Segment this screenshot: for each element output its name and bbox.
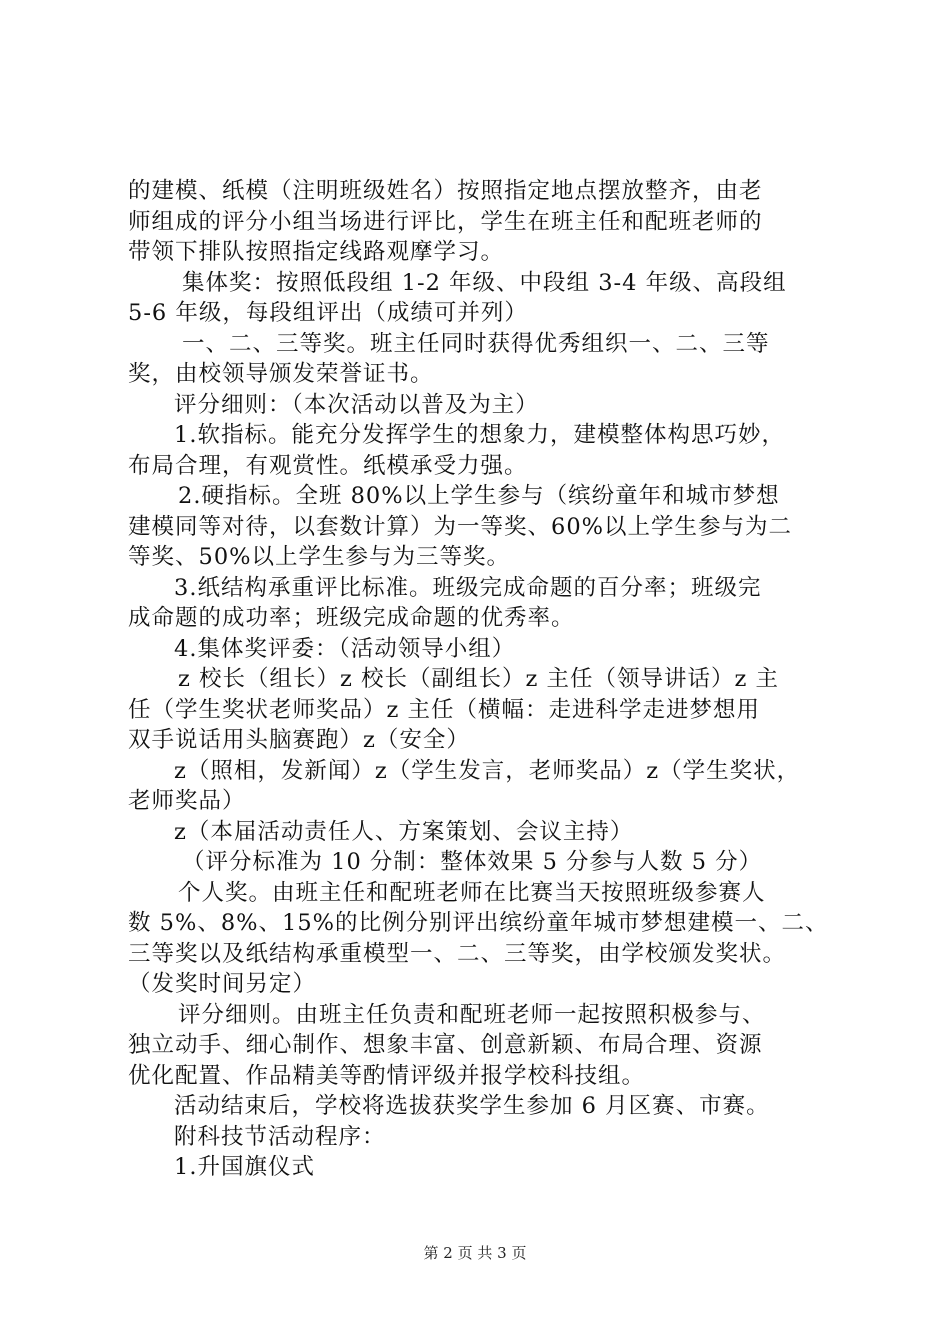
text-line: 老师奖品） — [128, 788, 246, 814]
text-line: 成命题的成功率；班级完成命题的优秀率。 — [128, 605, 575, 631]
text-line: 5-6 年级，每段组评出（成绩可并列） — [128, 300, 528, 326]
text-line: 1.升国旗仪式 — [174, 1154, 315, 1180]
text-line: 布局合理，有观赏性。纸模承受力强。 — [128, 452, 528, 479]
text-line: 个人奖。由班主任和配班老师在比赛当天按照班级参赛人 — [178, 879, 766, 906]
text-line: 的建模、纸模（注明班级姓名）按照指定地点摆放整齐，由老 — [128, 178, 763, 204]
text-line: 3.纸结构承重评比标准。班级完成命题的百分率；班级完 — [174, 574, 762, 601]
text-line: 评分细则：（本次活动以普及为主） — [174, 391, 539, 418]
text-line: 双手说话用头脑赛跑）z（安全） — [128, 727, 470, 753]
text-line: 2.硬指标。全班 80%以上学生参与（缤纷童年和城市梦想 — [178, 483, 780, 509]
text-line: 师组成的评分小组当场进行评比，学生在班主任和配班老师的 — [128, 208, 763, 235]
text-line: 4.集体奖评委：（活动领导小组） — [174, 635, 516, 662]
text-line: 优化配置、作品精美等酌情评级并报学校科技组。 — [128, 1062, 646, 1089]
text-line: z 校长（组长）z 校长（副组长）z 主任（领导讲话）z 主 — [178, 666, 780, 692]
text-line: 等奖、50%以上学生参与为三等奖。 — [128, 544, 511, 570]
text-line: 集体奖：按照低段组 1-2 年级、中段组 3-4 年级、高段组 — [182, 269, 787, 296]
text-line: 三等奖以及纸结构承重模型一、二、三等奖，由学校颁发奖状。 — [128, 940, 787, 967]
text-line: z（本届活动责任人、方案策划、会议主持） — [174, 818, 634, 845]
text-line: 建模同等对待，以套数计算）为一等奖、60%以上学生参与为二 — [128, 513, 793, 540]
text-line: 任（学生奖状老师奖品）z 主任（横幅：走进科学走进梦想用 — [128, 696, 761, 723]
text-line: z（照相，发新闻）z（学生发言，老师奖品）z（学生奖状， — [174, 757, 801, 784]
text-line: 活动结束后，学校将选拔获奖学生参加 6 月区赛、市赛。 — [174, 1093, 770, 1119]
document-body — [128, 176, 838, 1183]
text-line: 数 5%、8%、15%的比例分别评出缤纷童年城市梦想建模一、二、 — [128, 910, 829, 936]
text-line: 评分细则。由班主任负责和配班老师一起按照积极参与、 — [178, 1001, 766, 1028]
text-line: 独立动手、细心制作、想象丰富、创意新颖、布局合理、资源 — [128, 1032, 763, 1058]
text-line: 带领下排队按照指定线路观摩学习。 — [128, 239, 505, 265]
page-footer: 第 2 页 共 3 页 — [423, 1244, 527, 1262]
text-line: 奖，由校领导颁发荣誉证书。 — [128, 361, 434, 387]
text-line: （发奖时间另定） — [128, 971, 317, 997]
text-line: （评分标准为 10 分制：整体效果 5 分参与人数 5 分） — [182, 849, 763, 875]
text-line: 1.软指标。能充分发挥学生的想象力，建模整体构思巧妙， — [174, 422, 785, 448]
text-line: 附科技节活动程序： — [174, 1123, 386, 1150]
text-line: 一、二、三等奖。班主任同时获得优秀组织一、二、三等 — [182, 330, 770, 357]
